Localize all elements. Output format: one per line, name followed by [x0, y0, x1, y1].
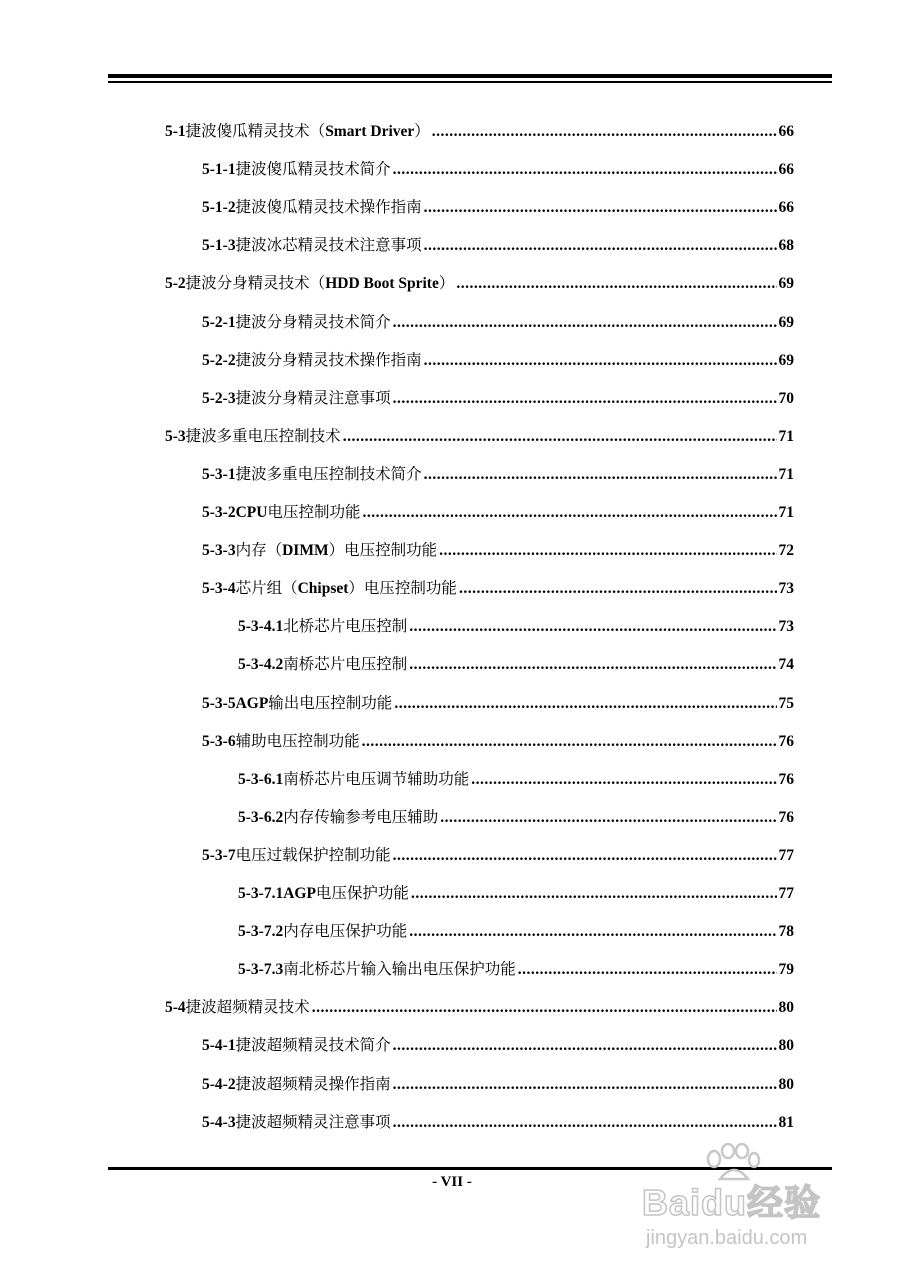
toc-entry[interactable]: [202, 342, 794, 380]
toc-title-latin: CPU: [235, 504, 268, 521]
toc-section-title: [283, 799, 438, 837]
toc-section-number: 5-4-1: [202, 1037, 236, 1055]
toc-section-number: 5-3-7.1: [238, 885, 284, 902]
toc-title-text: 南桥芯片电压调节辅助功能: [283, 770, 470, 788]
toc-page-number: 77: [778, 846, 794, 864]
toc-page-number: 71: [778, 427, 794, 445]
toc-section-number: 5-3-7: [202, 846, 236, 864]
toc-section-title: [236, 342, 422, 380]
toc-title-text: 捷波分身精灵技术操作指南: [235, 351, 422, 369]
toc-entry[interactable]: [202, 685, 794, 723]
toc-dot-leader: [432, 113, 777, 151]
toc-dot-leader: [424, 456, 777, 494]
toc-entry[interactable]: [202, 494, 794, 532]
toc-section-title: [283, 646, 407, 684]
footer-rule: [108, 1167, 832, 1170]
toc-page-number: 80: [778, 1075, 794, 1093]
toc-section-number: 5-2-3: [202, 389, 236, 407]
toc-page-number: 76: [778, 770, 794, 788]
toc-entry[interactable]: [202, 570, 794, 608]
toc-entry[interactable]: [202, 1066, 794, 1104]
toc-dot-leader: [362, 494, 776, 532]
toc-title-text-suffix: 电压保护功能: [315, 885, 409, 902]
toc-section-title: [283, 608, 407, 646]
toc-section-number: 5-4-3: [202, 1113, 236, 1131]
toc-dot-leader: [459, 570, 777, 608]
toc-title-text: 内存传输参考电压辅助: [283, 808, 439, 826]
toc-section-title: [236, 304, 391, 342]
toc-title-text: 捷波超频精灵操作指南: [235, 1075, 391, 1093]
toc-title-text: 辅助电压控制功能: [235, 732, 360, 750]
toc-page-number: 72: [778, 542, 794, 560]
toc-dot-leader: [409, 608, 776, 646]
toc-title-latin: Smart Driver: [325, 123, 415, 140]
toc-page-number: 68: [778, 237, 794, 255]
watermark-url: jingyan.baidu.com: [646, 1227, 808, 1249]
toc-title-text-suffix: 输出电压控制功能: [268, 694, 393, 712]
toc-title-text-suffix: ）: [414, 123, 430, 140]
toc-section-title: [236, 189, 422, 227]
toc-dot-leader: [312, 989, 777, 1027]
toc-title-text: 捷波分身精灵注意事项: [235, 389, 391, 407]
toc-dot-leader: [343, 418, 777, 456]
toc-title-text: 捷波傻瓜精灵技术简介: [235, 161, 391, 179]
toc-page-number: 77: [778, 885, 794, 902]
toc-section-number: 5-4: [165, 999, 186, 1017]
toc-section-number: 5-3-7.2: [238, 923, 284, 941]
toc-page-number: 71: [778, 465, 794, 483]
toc-section-title: [236, 837, 391, 875]
toc-section-title: [236, 494, 361, 532]
toc-title-text: 捷波傻瓜精灵技术（: [185, 123, 326, 140]
toc-section-number: 5-3-1: [202, 465, 236, 483]
toc-page-number: 78: [778, 923, 794, 941]
toc-entry[interactable]: [202, 456, 794, 494]
toc-dot-leader: [394, 685, 776, 723]
toc-title-text: 内存电压保护功能: [283, 923, 408, 941]
toc-page-number: 71: [778, 504, 794, 521]
toc-entry[interactable]: [202, 723, 794, 761]
toc-dot-leader: [411, 875, 777, 913]
toc-dot-leader: [393, 1027, 777, 1065]
toc-section-number: 5-3-6: [202, 732, 236, 750]
toc-dot-leader: [471, 761, 776, 799]
toc-entry[interactable]: [238, 608, 794, 646]
toc-dot-leader: [439, 532, 776, 570]
toc-section-number: 5-3-7.3: [238, 961, 284, 979]
toc-section-number: 5-3-6.1: [238, 770, 284, 788]
toc-entry[interactable]: [202, 532, 794, 570]
toc-title-latin: HDD Boot Sprite: [325, 275, 439, 293]
toc-title-text: 芯片组（: [235, 580, 298, 598]
toc-dot-leader: [393, 1066, 777, 1104]
toc-section-number: 5-3-5: [202, 694, 236, 712]
toc-title-text: 电压过载保护控制功能: [235, 846, 391, 864]
toc-entry[interactable]: [238, 799, 794, 837]
toc-title-text: 捷波分身精灵技术（: [185, 275, 326, 293]
toc-entry[interactable]: [202, 837, 794, 875]
toc-title-text: 南北桥芯片输入输出电压保护功能: [283, 961, 516, 979]
page-number: - VII -: [432, 1174, 472, 1190]
toc-page-number: 66: [778, 123, 794, 140]
toc-entry[interactable]: [238, 646, 794, 684]
toc-dot-leader: [409, 913, 776, 951]
toc-page-number: 76: [778, 808, 794, 826]
toc-entry[interactable]: [202, 1027, 794, 1065]
toc-section-title: [236, 532, 438, 570]
toc-title-text: 捷波冰芯精灵技术注意事项: [235, 237, 422, 255]
toc-section-title: [236, 151, 391, 189]
toc-page-number: 79: [778, 961, 794, 979]
toc-entry[interactable]: [202, 151, 794, 189]
watermark-brand: Baidu经验: [642, 1182, 822, 1223]
toc-section-number: 5-1: [165, 123, 186, 140]
toc-section-number: 5-3-6.2: [238, 808, 284, 826]
toc-dot-leader: [393, 380, 777, 418]
toc-entry[interactable]: [202, 189, 794, 227]
toc-page-number: 69: [778, 351, 794, 369]
toc-section-number: 5-2-1: [202, 313, 236, 331]
toc-entry[interactable]: [238, 875, 794, 913]
toc-dot-leader: [409, 646, 776, 684]
toc-dot-leader: [393, 837, 777, 875]
toc-title-text: 捷波超频精灵注意事项: [235, 1113, 391, 1131]
toc-section-number: 5-2-2: [202, 351, 236, 369]
toc-section-title: [283, 875, 409, 913]
toc-entry[interactable]: [238, 913, 794, 951]
toc-entry[interactable]: [165, 989, 794, 1027]
toc-title-text: 南桥芯片电压控制: [283, 656, 408, 674]
toc-section-title: [236, 1104, 391, 1142]
toc-section-title: [236, 456, 422, 494]
toc-section-title: [236, 1066, 391, 1104]
toc-section-number: 5-3-2: [202, 504, 236, 521]
toc-section-title: [186, 265, 455, 303]
toc-entry[interactable]: [238, 761, 794, 799]
toc-section-title: [283, 913, 407, 951]
toc-entry[interactable]: [202, 227, 794, 265]
toc-section-number: 5-2: [165, 275, 186, 293]
toc-entry[interactable]: [238, 951, 794, 989]
toc-page-number: 69: [778, 313, 794, 331]
toc-section-title: [186, 113, 430, 151]
toc-dot-leader: [393, 304, 777, 342]
toc-page-number: 76: [778, 732, 794, 750]
toc-section-number: 5-3-4.2: [238, 656, 284, 674]
toc-page-number: 66: [778, 161, 794, 179]
toc-title-text: 内存（: [235, 542, 283, 560]
toc-title-text: 捷波分身精灵技术简介: [235, 313, 391, 331]
toc-page-number: 73: [778, 618, 794, 636]
toc-section-number: 5-3-4.1: [238, 618, 284, 636]
toc-page-number: 74: [778, 656, 794, 674]
toc-title-text-suffix: ）电压控制功能: [348, 580, 457, 598]
toc-dot-leader: [518, 951, 777, 989]
toc-page-number: 70: [778, 389, 794, 407]
toc-section-number: 5-4-2: [202, 1075, 236, 1093]
toc-title-text-suffix: 电压控制功能: [267, 504, 361, 521]
header-rule-thin: [108, 81, 832, 83]
toc-dot-leader: [424, 227, 777, 265]
toc-title-latin: AGP: [235, 694, 269, 712]
toc-title-text: 捷波超频精灵技术简介: [235, 1037, 391, 1055]
toc-title-text: 捷波多重电压控制技术: [185, 427, 341, 445]
toc-title-latin: DIMM: [282, 542, 329, 560]
toc-page-number: 80: [778, 1037, 794, 1055]
toc-section-title: [236, 380, 391, 418]
toc-page-number: 81: [778, 1113, 794, 1131]
toc-entry[interactable]: [165, 113, 794, 151]
toc-dot-leader: [362, 723, 777, 761]
toc-section-number: 5-1-3: [202, 237, 236, 255]
toc-page-number: 66: [778, 199, 794, 217]
toc-page-number: 75: [778, 694, 794, 712]
toc-section-title: [236, 227, 422, 265]
toc-dot-leader: [393, 151, 777, 189]
toc-section-title: [283, 761, 469, 799]
toc-page-number: 69: [778, 275, 794, 293]
toc-dot-leader: [393, 1104, 777, 1142]
toc-dot-leader: [440, 799, 776, 837]
toc-entry[interactable]: [165, 265, 794, 303]
toc-page-number: 73: [778, 580, 794, 598]
toc-section-number: 5-1-2: [202, 199, 236, 217]
baidu-watermark: [640, 1143, 860, 1263]
toc-dot-leader: [424, 342, 777, 380]
toc-entry[interactable]: [202, 304, 794, 342]
toc-section-title: [236, 685, 393, 723]
toc-section-title: [283, 951, 516, 989]
toc-title-text-suffix: ）电压控制功能: [328, 542, 438, 560]
toc-section-number: 5-3-3: [202, 542, 236, 560]
toc-title-text: 捷波多重电压控制技术简介: [235, 465, 422, 483]
toc-title-text: 捷波傻瓜精灵技术操作指南: [235, 199, 422, 217]
toc-section-number: 5-1-1: [202, 161, 236, 179]
toc-section-title: [186, 418, 341, 456]
toc-entry[interactable]: [165, 418, 794, 456]
toc-dot-leader: [456, 265, 776, 303]
toc-title-text-suffix: ）: [438, 275, 455, 293]
toc-title-latin: AGP: [283, 885, 316, 902]
toc-title-text: 捷波超频精灵技术: [185, 999, 310, 1017]
toc-section-number: 5-3: [165, 427, 186, 445]
toc-section-title: [236, 723, 360, 761]
toc-title-latin: Chipset: [297, 580, 349, 598]
toc-section-title: [236, 1027, 391, 1065]
toc-section-number: 5-3-4: [202, 580, 236, 598]
toc-entry[interactable]: [202, 1104, 794, 1142]
toc-section-title: [236, 570, 457, 608]
toc-page-number: 80: [778, 999, 794, 1017]
toc-entry[interactable]: [202, 380, 794, 418]
toc-section-title: [186, 989, 310, 1027]
toc-dot-leader: [424, 189, 777, 227]
toc-title-text: 北桥芯片电压控制: [283, 618, 408, 636]
header-rule-thick: [108, 74, 832, 78]
